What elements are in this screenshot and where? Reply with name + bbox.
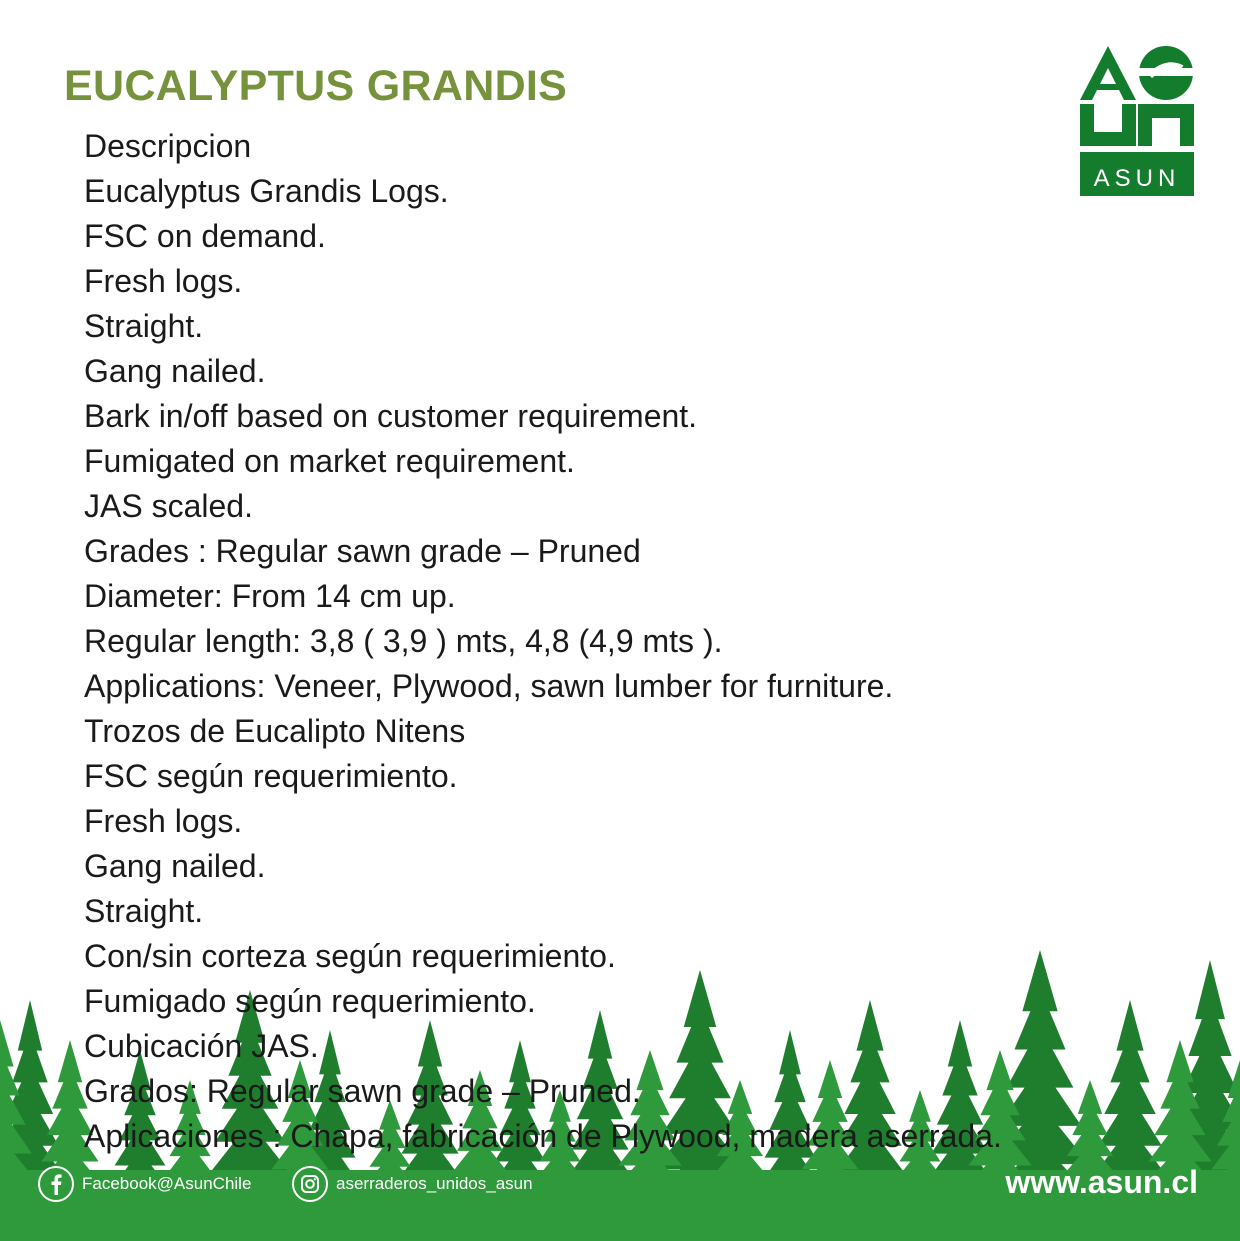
description-line: Grados: Regular sawn grade – Pruned. <box>84 1073 641 1109</box>
logo-text: ASUN <box>1093 165 1181 192</box>
description-list <box>84 124 1002 1159</box>
description-line: Gang nailed. <box>84 848 266 884</box>
description-line: Eucalyptus Grandis Logs. <box>84 173 449 209</box>
description-line: Con/sin corteza según requerimiento. <box>84 938 616 974</box>
description-line: Grades : Regular sawn grade – Pruned <box>84 533 641 569</box>
description-line: Gang nailed. <box>84 353 266 389</box>
description-line: Fresh logs. <box>84 263 243 299</box>
asun-logo <box>1080 46 1194 196</box>
description-line: Regular length: 3,8 ( 3,9 ) mts, 4,8 (4,9 mts ). <box>84 623 723 659</box>
description-line: Straight. <box>84 308 204 344</box>
description-line: FSC según requerimiento. <box>84 758 458 794</box>
facebook-link[interactable] <box>38 1166 251 1202</box>
footer <box>0 1162 1240 1214</box>
description-line: Fresh logs. <box>84 803 243 839</box>
description-line: JAS scaled. <box>84 488 253 524</box>
description-line: Descripcion <box>84 128 252 164</box>
instagram-handle: aserraderos_unidos_asun <box>336 1174 533 1193</box>
description-line: Fumigado según requerimiento. <box>84 983 536 1019</box>
description-line: Diameter: From 14 cm up. <box>84 578 456 614</box>
description-line: Bark in/off based on customer requirement. <box>84 398 698 434</box>
description-line: Straight. <box>84 893 204 929</box>
website-link[interactable]: www.asun.cl <box>1005 1164 1198 1200</box>
logo-letter-a <box>1080 46 1136 100</box>
description-line: FSC on demand. <box>84 218 326 254</box>
description-line: Fumigated on market requirement. <box>84 443 575 479</box>
instagram-link[interactable] <box>292 1166 533 1202</box>
logo-letter-u <box>1080 104 1136 146</box>
description-line: Aplicaciones : Chapa, fabricación de Plywood, madera aserrada. <box>84 1118 1002 1154</box>
description-line: Applications: Veneer, Plywood, sawn lumber for furniture. <box>84 668 894 704</box>
description-line: Cubicación JAS. <box>84 1028 319 1064</box>
instagram-icon <box>292 1166 328 1202</box>
facebook-icon <box>38 1166 74 1202</box>
page-title: EUCALYPTUS GRANDIS <box>64 62 568 110</box>
description-line: Trozos de Eucalipto Nitens <box>84 713 466 749</box>
logo-letter-n <box>1138 104 1194 146</box>
facebook-handle: Facebook@AsunChile <box>82 1174 252 1193</box>
